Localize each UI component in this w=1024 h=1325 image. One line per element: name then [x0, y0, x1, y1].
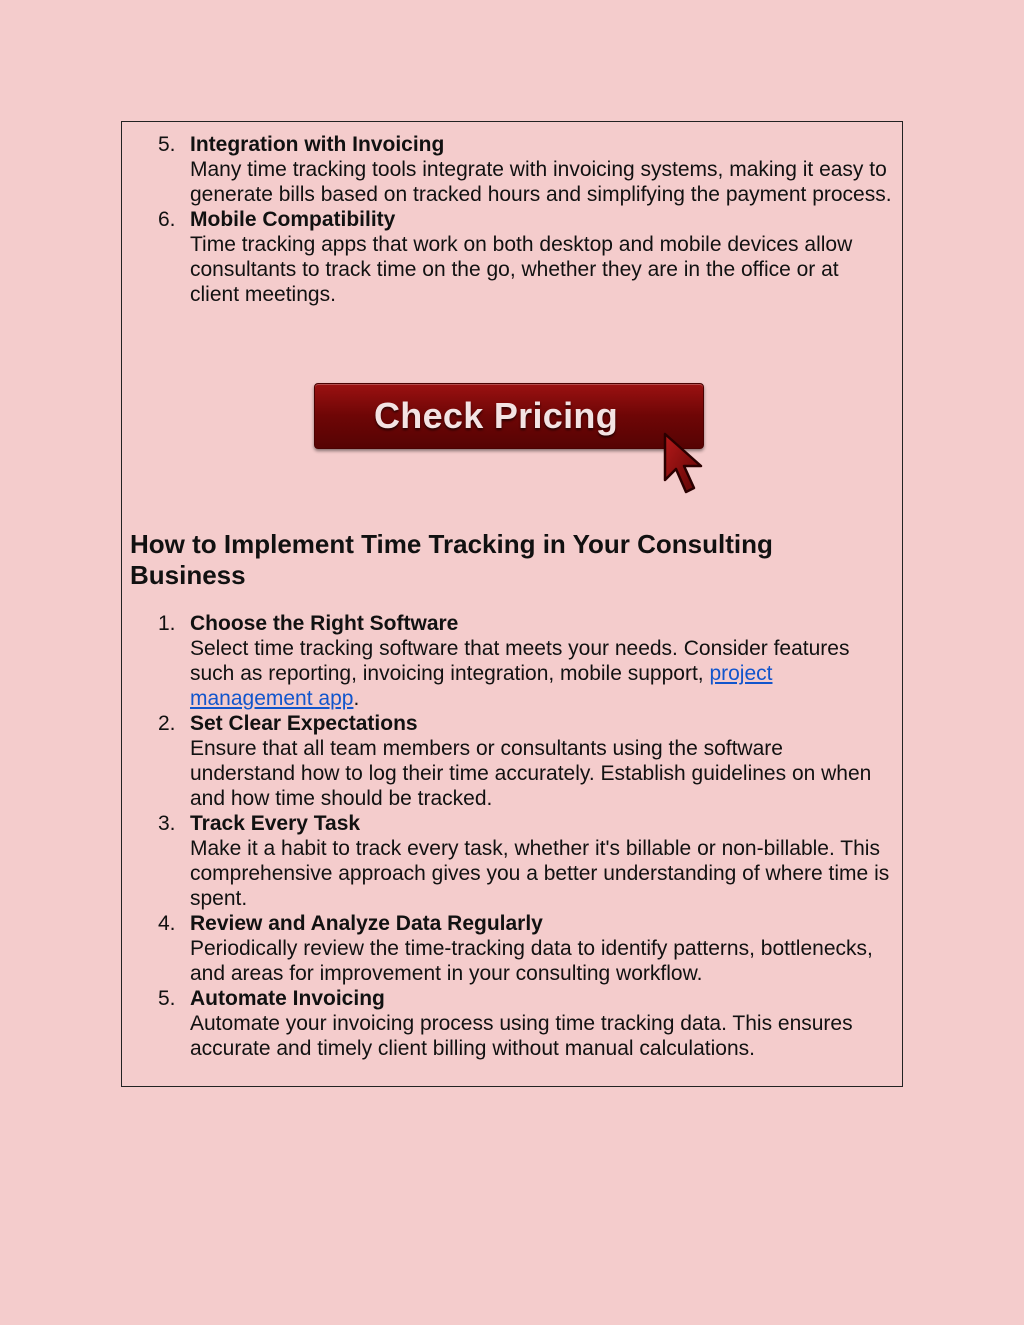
check-pricing-label: Check Pricing	[374, 395, 618, 436]
list-item	[122, 132, 902, 207]
mouse-cursor-icon	[661, 430, 707, 496]
list-item	[122, 811, 902, 911]
list-item	[122, 911, 902, 986]
list-number: 2.	[158, 712, 176, 735]
list-item	[122, 611, 902, 711]
list-item-description-end: .	[353, 687, 360, 710]
list-item	[122, 711, 902, 811]
list-item-description: Many time tracking tools integrate with invoicing systems, making it easy to generate bills based on tracked hours and simplifying the payment process.	[190, 158, 892, 206]
list-item-description: Ensure that all team members or consultants using the software understand how to log their time accurately. Establish guidelines on when and how time should be tracked.	[190, 737, 872, 810]
list-item-description: Time tracking apps that work on both desktop and mobile devices allow consultants to track time on the go, whether they are in the office or at client meetings.	[190, 233, 853, 306]
list-item-title: Mobile Compatibility	[190, 208, 396, 231]
list-item-title: Track Every Task	[190, 812, 361, 835]
list-item	[122, 207, 902, 307]
list-number: 5.	[158, 987, 176, 1010]
project-management-app-link[interactable]: project management app	[190, 662, 773, 710]
list-item-title: Integration with Invoicing	[190, 133, 445, 156]
list-number: 6.	[158, 208, 176, 231]
list-item-title: Review and Analyze Data Regularly	[190, 912, 543, 935]
implementation-steps-list	[122, 611, 902, 1061]
section-heading: How to Implement Time Tracking in Your Consulting Business	[130, 529, 773, 590]
list-item-title: Set Clear Expectations	[190, 712, 418, 735]
list-item-description: Periodically review the time-tracking data to identify patterns, bottlenecks, and areas for improvement in your consulting workflow.	[190, 937, 873, 985]
list-number: 5.	[158, 133, 176, 156]
features-list	[122, 132, 902, 307]
list-item	[122, 986, 902, 1061]
list-item-description-text: Select time tracking software that meets your needs. Consider features such as reporting, invoicing integration, mobile support,	[190, 637, 850, 685]
list-number: 1.	[158, 612, 176, 635]
list-number: 3.	[158, 812, 176, 835]
list-item-description: Automate your invoicing process using time tracking data. This ensures accurate and timely client billing without manual calculations.	[190, 1012, 853, 1060]
list-item-description	[190, 636, 902, 711]
check-pricing-button[interactable]	[314, 383, 704, 449]
list-number: 4.	[158, 912, 176, 935]
list-item-title: Choose the Right Software	[190, 612, 459, 635]
list-item-description: Make it a habit to track every task, whether it's billable or non-billable. This comprehensive approach gives you a better understanding of where time is spent.	[190, 837, 890, 910]
content-frame	[121, 121, 903, 1087]
list-item-title: Automate Invoicing	[190, 987, 385, 1010]
